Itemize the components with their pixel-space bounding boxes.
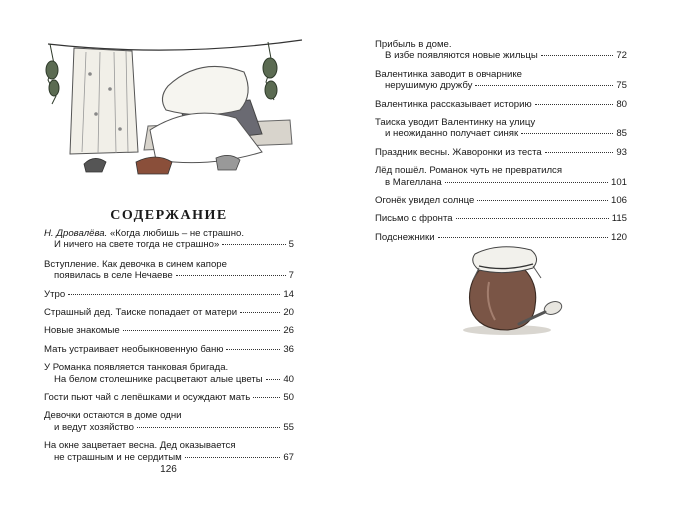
toc-page-number: 36 xyxy=(283,343,294,355)
dot-leader xyxy=(240,312,280,313)
laundry-illustration xyxy=(40,34,310,184)
toc-entry-text: Прибыль в доме. xyxy=(375,39,452,50)
toc-entry-text: появилась в селе Нечаеве xyxy=(54,270,173,282)
toc-entry xyxy=(44,440,294,463)
toc-entry xyxy=(44,344,294,355)
dot-leader xyxy=(475,85,613,86)
toc-entry xyxy=(375,117,627,140)
dot-leader xyxy=(253,397,280,398)
toc-page-number: 20 xyxy=(283,307,294,319)
toc-title: СОДЕРЖАНИЕ xyxy=(110,208,228,223)
toc-entry-text: Праздник весны. Жаворонки из теста xyxy=(375,146,542,158)
dot-leader xyxy=(541,55,614,56)
dot-leader xyxy=(535,104,614,105)
toc-entry-text: Таиска уводит Валентинку на улицу xyxy=(375,117,536,129)
dot-leader xyxy=(185,457,281,458)
dot-leader xyxy=(123,330,281,331)
dot-leader xyxy=(176,275,286,276)
toc-entry xyxy=(44,410,294,433)
toc-entry xyxy=(375,39,627,62)
dot-leader xyxy=(456,218,609,219)
toc-entry-author: Н. Дровалёва. xyxy=(44,228,108,239)
toc-entry xyxy=(375,147,627,158)
toc-page-number: 50 xyxy=(283,392,294,404)
toc-entry-text: и неожиданно получает синяк xyxy=(385,128,519,140)
toc-entry-text: Валентинка заводит в овчарнике xyxy=(375,68,523,80)
toc-page-number: 40 xyxy=(283,373,294,385)
dot-leader xyxy=(521,133,613,134)
toc-entry-text: «Когда любишь – не страшно. xyxy=(109,228,245,239)
toc-entry xyxy=(44,289,294,300)
toc-entry-text: На окне зацветает весна. Дед оказывается xyxy=(44,440,236,452)
toc-page-number: 72 xyxy=(616,50,627,62)
toc-entry-text: Страшный дед. Таиске попадает от матери xyxy=(44,307,238,319)
toc-entry-text: Валентинка рассказывает историю xyxy=(375,98,532,110)
toc-entry xyxy=(44,325,294,336)
page-number: 126 xyxy=(160,464,177,475)
right-page xyxy=(337,0,674,506)
toc-page-number: 26 xyxy=(283,325,294,337)
toc-page-number: 14 xyxy=(283,288,294,300)
toc-entry-text: и ведут хозяйство xyxy=(54,421,134,433)
toc-page-number: 67 xyxy=(283,451,294,463)
toc-page-number: 93 xyxy=(616,146,627,158)
toc-list-right xyxy=(375,39,627,243)
toc-entry xyxy=(375,195,627,206)
toc-page-number: 120 xyxy=(610,231,627,243)
toc-entry-text: Новые знакомые xyxy=(44,325,120,337)
dot-leader xyxy=(477,200,608,201)
toc-page-number: 85 xyxy=(616,128,627,140)
dot-leader xyxy=(545,152,614,153)
toc-page-number: 101 xyxy=(610,176,627,188)
clay-pot-illustration xyxy=(449,232,569,337)
toc-entry-text: У Романка появляется танковая бригада. xyxy=(44,362,229,374)
toc-page-number: 106 xyxy=(610,195,627,207)
toc-entry xyxy=(375,213,627,224)
toc-entry-text: Девочки остаются в доме одни xyxy=(44,410,182,422)
toc-entry xyxy=(44,228,294,251)
toc-entry-text: Лёд пошёл. Романок чуть не превратился xyxy=(375,165,563,177)
toc-entry xyxy=(44,307,294,318)
toc-page-number: 75 xyxy=(616,80,627,92)
toc-list-left xyxy=(44,228,294,463)
toc-entry xyxy=(44,392,294,403)
toc-entry-text: Письмо с фронта xyxy=(375,213,453,225)
toc-entry xyxy=(375,165,627,188)
toc-entry-text: Мать устраивает необыкновенную баню xyxy=(44,343,224,355)
dot-leader xyxy=(68,294,280,295)
dot-leader xyxy=(445,182,608,183)
toc-entry-text: в Магеллана xyxy=(385,176,442,188)
toc-entry-text: На белом столешнике расцветают алые цветы xyxy=(54,373,263,385)
dot-leader xyxy=(137,427,280,428)
toc-entry-text: Вступление. Как девочка в синем капоре xyxy=(44,258,227,270)
toc-page-number: 7 xyxy=(288,270,294,282)
dot-leader xyxy=(226,349,280,350)
toc-entry-text: нерушимую дружбу xyxy=(385,80,473,92)
toc-entry xyxy=(375,99,627,110)
toc-entry-text: Утро xyxy=(44,288,66,300)
toc-entry-text: В избе появляются новые жильцы xyxy=(385,50,538,62)
dot-leader xyxy=(222,244,285,245)
toc-page-number: 80 xyxy=(616,98,627,110)
dot-leader xyxy=(266,379,281,380)
toc-entry xyxy=(375,69,627,92)
toc-entry xyxy=(44,259,294,282)
toc-entry-text: Подснежники xyxy=(375,231,435,243)
toc-page-number: 5 xyxy=(288,239,294,251)
toc-entry-text: Огонёк увидел солнце xyxy=(375,195,475,207)
toc-page-number: 55 xyxy=(283,421,294,433)
toc-entry-text: не страшным и не сердитым xyxy=(54,451,182,463)
toc-page-number: 115 xyxy=(611,213,627,225)
toc-entry-text: И ничего на свете тогда не страшно» xyxy=(54,239,220,251)
toc-entry xyxy=(44,362,294,385)
toc-entry-text: Гости пьют чай с лепёшками и осуждают мать xyxy=(44,392,251,404)
